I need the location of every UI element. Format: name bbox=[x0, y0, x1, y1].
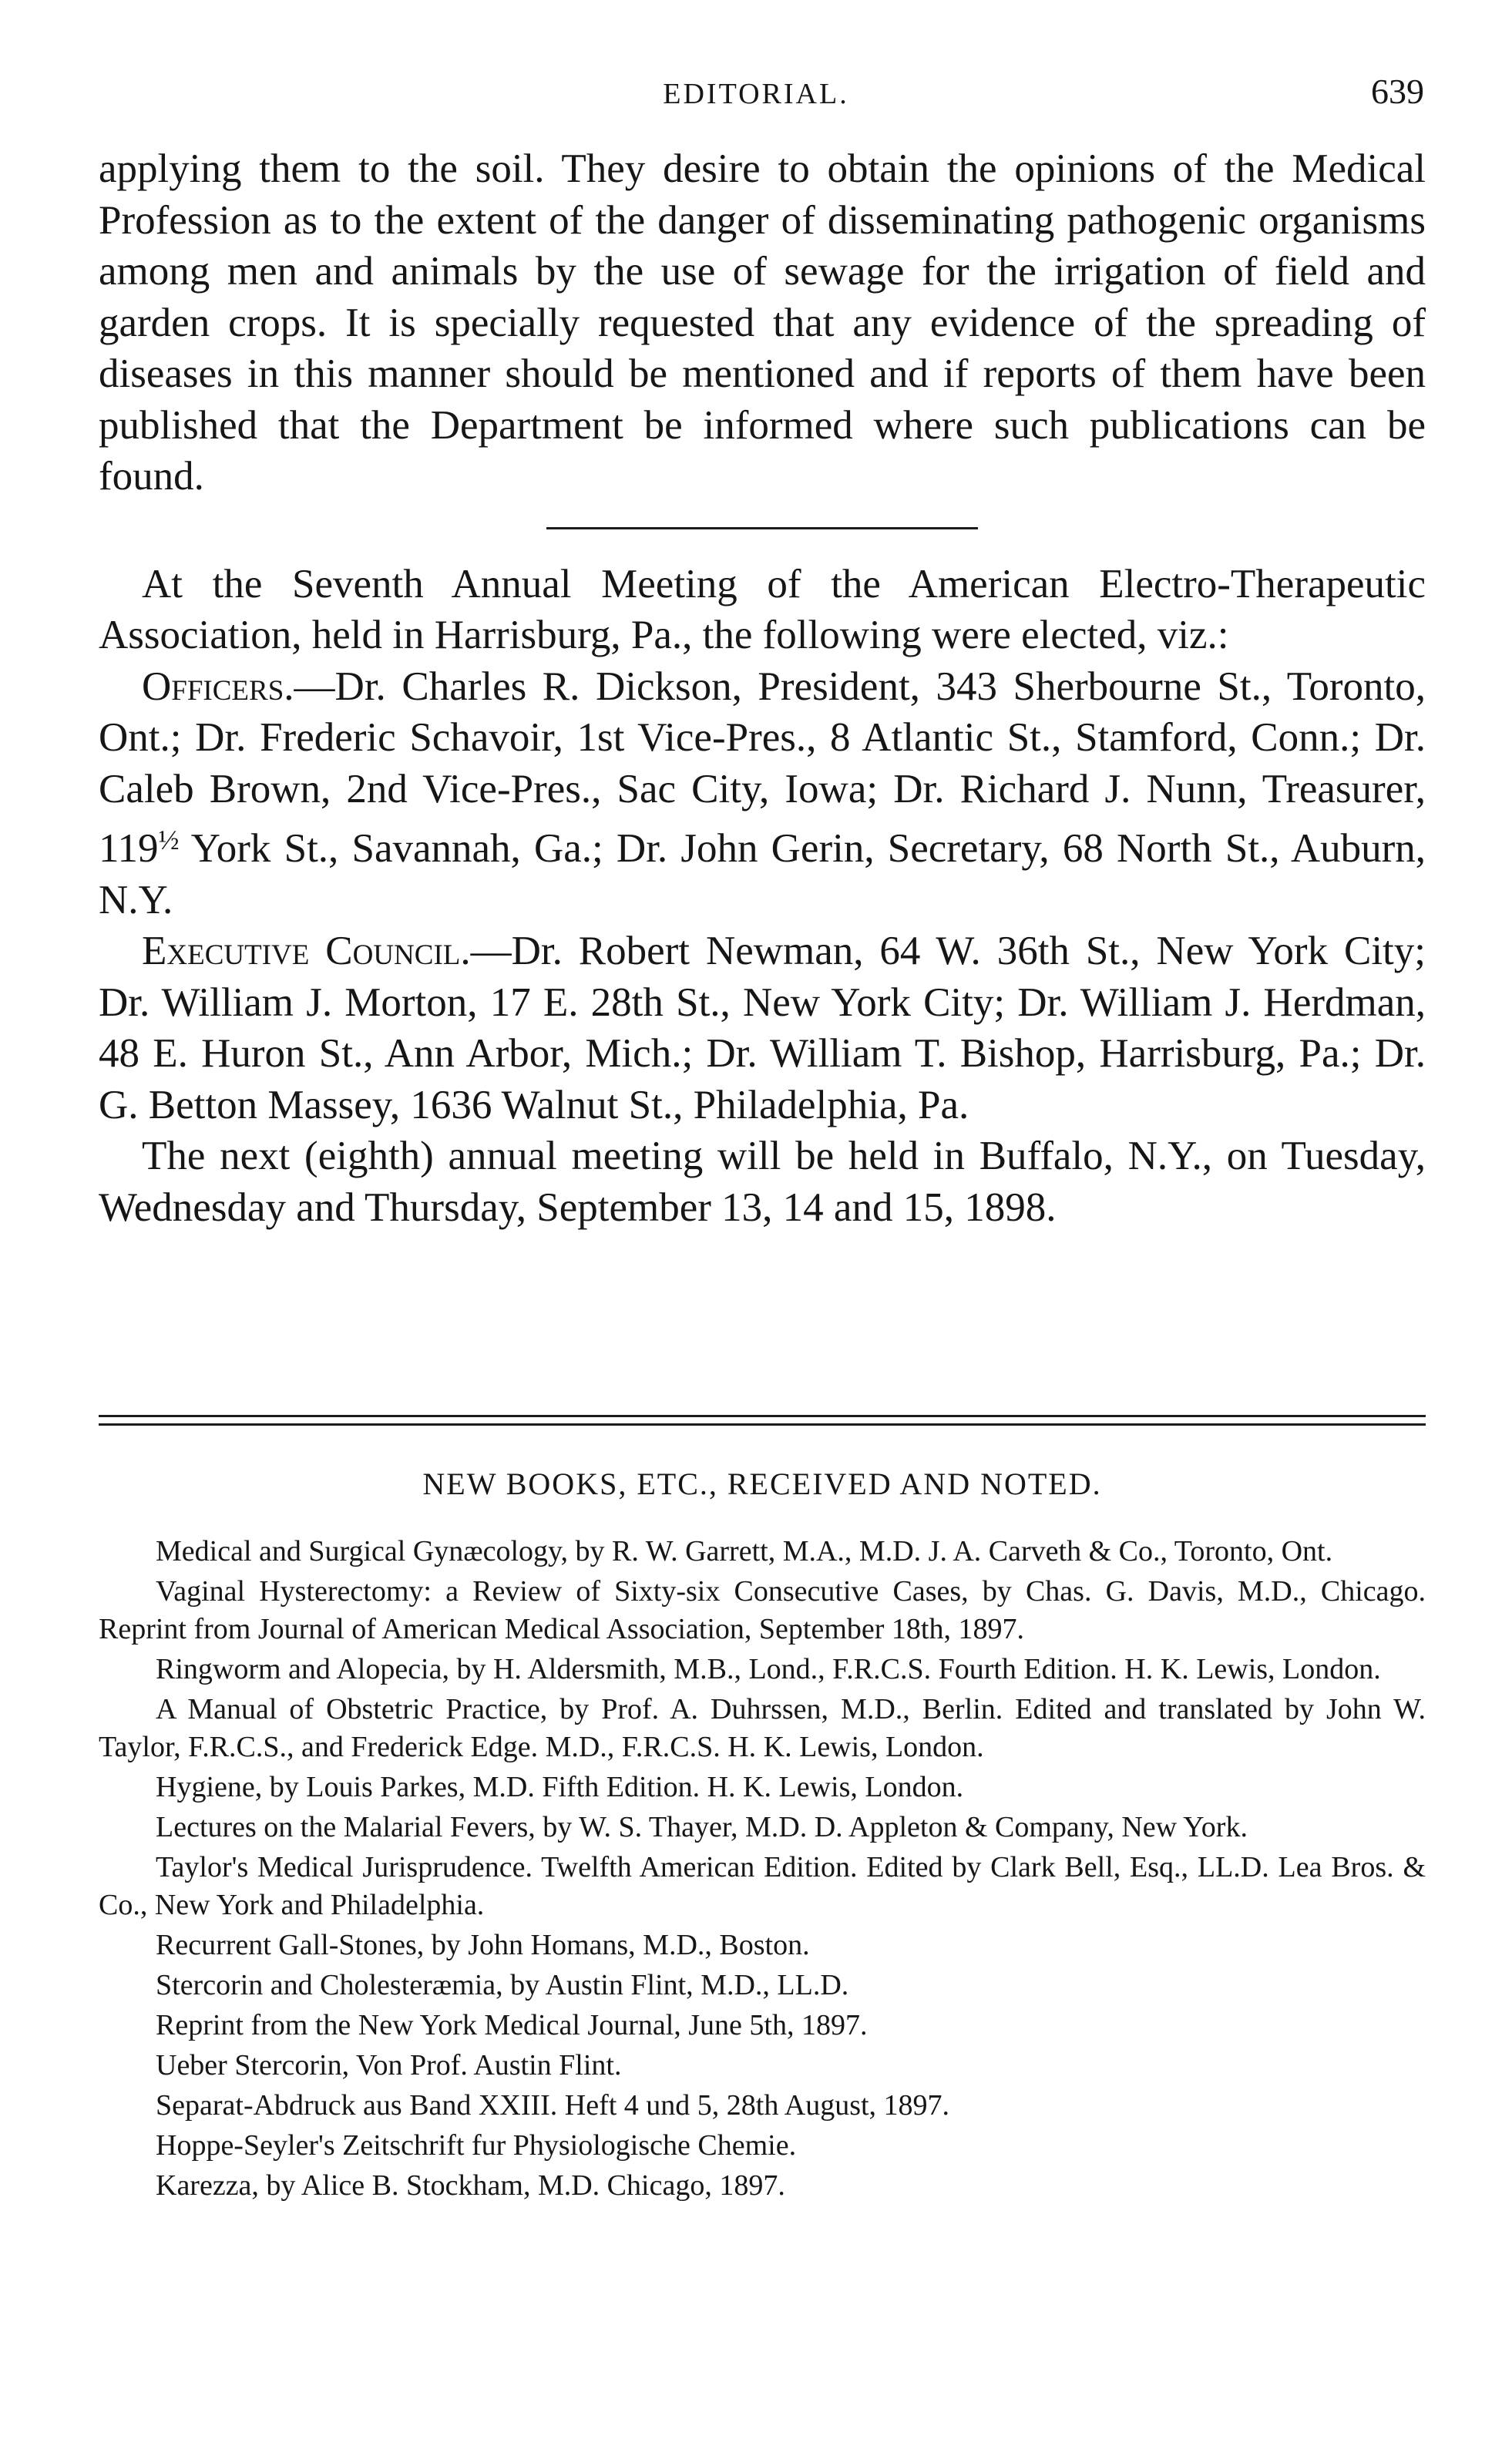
book-entry: Vaginal Hysterectomy: a Review of Sixty-six Consecutive Cases, by Chas. G. Davis, M.D., Chicago. Reprint from Journal of American Medical Association, September 18th, 1897. bbox=[99, 1575, 1426, 1645]
officers-text-a: .—Dr. Charles R. Dickson, President, 343 Sherbourne St., Toronto, Ont.; Dr. Frederic Schavoir, 1st Vice-Pres., 8 Atlantic St., Stamford, Conn.; Dr. Caleb Brown, 2nd Vice-Pres., Sac City, Iowa; Dr. Richard J. Nunn, Treasurer, 119 bbox=[99, 664, 1426, 872]
officers-fraction: ½ bbox=[158, 825, 180, 855]
book-entry: Separat-Abdruck aus Band XXIII. Heft 4 und 5, 28th August, 1897. bbox=[156, 2089, 950, 2122]
book-list bbox=[99, 1533, 1426, 2205]
book-entry: Ueber Stercorin, Von Prof. Austin Flint. bbox=[156, 2049, 622, 2081]
book-entry: Hygiene, by Louis Parkes, M.D. Fifth Edition. H. K. Lewis, London. bbox=[156, 1771, 964, 1803]
book-entry: Ringworm and Alopecia, by H. Aldersmith, M.B., Lond., F.R.C.S. Fourth Edition. H. K. Lewis, London. bbox=[156, 1653, 1381, 1685]
double-rule-bottom bbox=[99, 1423, 1426, 1426]
council-label: Executive Council bbox=[142, 929, 461, 974]
council-text: .—Dr. Robert Newman, 64 W. 36th St., New York City; Dr. William J. Morton, 17 E. 28th St., New York City; Dr. William J. Herdman, 48 E. Huron St., Ann Arbor, Mich.; Dr. William T. Bishop, Harrisburg, Pa.; Dr. G. Betton Massey, 1636 Walnut St., Philadelphia, Pa. bbox=[99, 929, 1426, 1127]
book-entry: Karezza, by Alice B. Stockham, M.D. Chicago, 1897. bbox=[156, 2169, 785, 2202]
book-entry: Recurrent Gall-Stones, by John Homans, M.D., Boston. bbox=[156, 1929, 810, 1961]
sewage-irrigation-paragraph: applying them to the soil. They desire to obtain the opinions of the Medical Profession as to the extent of the danger of disseminating pathogenic organisms among men and animals by the use of sewage for the irrigation of field and garden crops. It is specially requested that any evidence of the spreading of diseases in this manner should be mentioned and if reports of them have been published that the Department be informed where such publications can be found. bbox=[99, 146, 1426, 499]
editorial-section bbox=[99, 143, 1426, 1233]
book-entry: Reprint from the New York Medical Journal, June 5th, 1897. bbox=[156, 2009, 868, 2041]
officers-label: Officers bbox=[142, 664, 284, 709]
book-entry: Stercorin and Cholesteræmia, by Austin Flint, M.D., LL.D. bbox=[156, 1969, 849, 2001]
book-entry: Taylor's Medical Jurisprudence. Twelfth American Edition. Edited by Clark Bell, Esq., LL.D. Lea Bros. & Co., New York and Philadelphia. bbox=[99, 1851, 1426, 1921]
book-entry: Lectures on the Malarial Fevers, by W. S. Thayer, M.D. D. Appleton & Company, New York. bbox=[156, 1811, 1248, 1843]
officers-paragraph bbox=[99, 661, 1426, 926]
page-header bbox=[0, 63, 1512, 125]
next-meeting-paragraph: The next (eighth) annual meeting will be held in Buffalo, N.Y., on Tuesday, Wednesday and Thursday, September 13, 14 and 15, 1898. bbox=[99, 1134, 1426, 1230]
book-entry: Hoppe-Seyler's Zeitschrift fur Physiologische Chemie. bbox=[156, 2129, 797, 2162]
section-divider bbox=[546, 527, 978, 529]
officers-text-b: York St., Savannah, Ga.; Dr. John Gerin, Secretary, 68 North St., Auburn, N.Y. bbox=[99, 826, 1426, 922]
new-books-heading: NEW BOOKS, ETC., RECEIVED AND NOTED. bbox=[422, 1467, 1102, 1501]
double-rule-top bbox=[99, 1415, 1426, 1417]
book-entry: A Manual of Obstetric Practice, by Prof. A. Duhrssen, M.D., Berlin. Edited and translated by John W. Taylor, F.R.C.S., and Frederick Edge. M.D., F.R.C.S. H. K. Lewis, London. bbox=[99, 1693, 1426, 1763]
book-entry: Medical and Surgical Gynæcology, by R. W. Garrett, M.A., M.D. J. A. Carveth & Co., Toronto, Ont. bbox=[156, 1535, 1333, 1567]
running-title: EDITORIAL. bbox=[663, 78, 849, 110]
council-paragraph bbox=[99, 926, 1426, 1131]
association-intro: At the Seventh Annual Meeting of the American Electro-Therapeutic Association, held in Harrisburg, Pa., the following were elected, viz.: bbox=[99, 561, 1426, 657]
new-books-section bbox=[99, 1415, 1426, 2207]
page-number: 639 bbox=[1371, 72, 1424, 111]
